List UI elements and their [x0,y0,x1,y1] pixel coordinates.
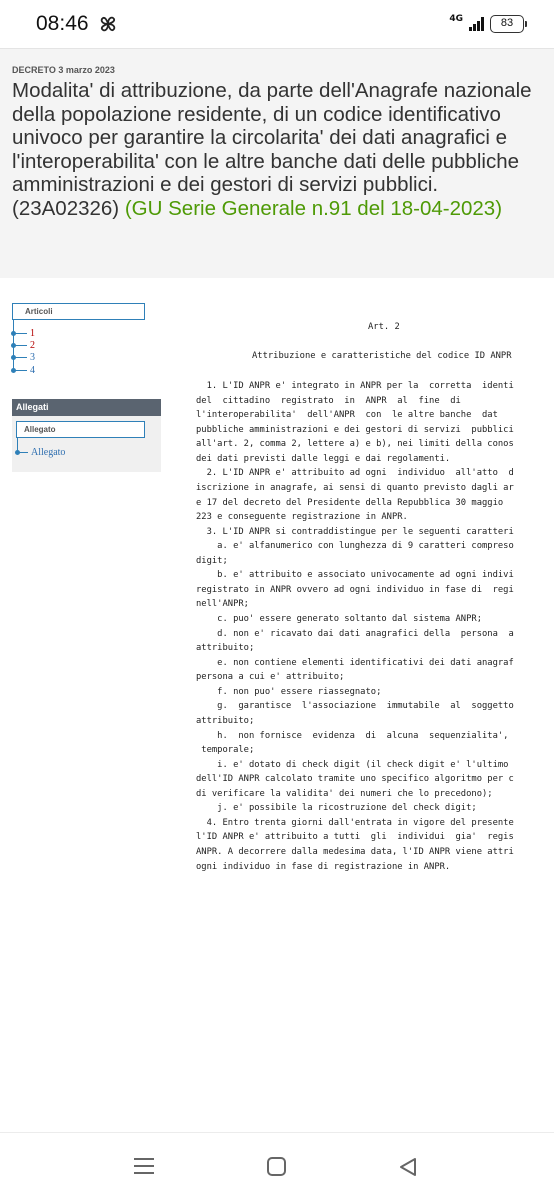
decree-title [12,79,547,220]
article-link-4[interactable] [13,364,35,376]
articoli-heading: Articoli [12,303,145,320]
article-line: dei dati previsti dalle leggi e dai regolamenti. [196,453,451,464]
article-line: attribuito; [196,715,255,726]
battery-icon [490,15,524,33]
article-title: Attribuzione e caratteristiche del codice ID ANPR [252,351,512,361]
article-line: ogni individuo in fase di registrazione in ANPR. [196,861,451,872]
article-line: iscrizione in anagrafe, ai sensi di quanto previsto dagli ar [196,482,514,493]
tree-node-icon [13,357,27,358]
article-line: del cittadino registrato in ANPR al fine di [196,395,461,406]
home-button[interactable] [267,1157,286,1176]
article-line: ANPR. A decorrere dalla medesima data, l'ID ANPR viene attri [196,847,514,857]
allegato-link[interactable] [17,446,65,458]
article-link-3[interactable] [13,351,35,363]
article-line: registrato in ANPR ovvero ad ogni individuo in fase di regi [196,584,514,595]
article-number: Art. 2 [368,322,400,332]
tree-node-icon [13,333,27,334]
article-line: digit; [196,555,228,566]
clock: 08:46 [36,12,89,35]
signal-icon [469,17,484,31]
article-line: l'ID ANPR e' attribuito a tutti gli individui gia' regis [196,832,514,843]
pinwheel-notification-icon [98,14,118,34]
article-line: di verificare la validita' dei numeri che lo precedono); [196,788,493,799]
article-line: d. non e' ricavato dai dati anagrafici della persona a [196,628,514,639]
back-button[interactable] [398,1157,418,1177]
article-line: j. e' possibile la ricostruzione del check digit; [196,803,477,814]
network-type: 4G [449,13,463,24]
decree-date: DECRETO 3 marzo 2023 [12,65,115,75]
article-line: a. e' alfanumerico con lunghezza di 9 caratteri compreso [196,541,514,552]
article-line: nell'ANPR; [196,599,249,610]
article-link-1[interactable] [13,327,35,339]
article-body [196,379,554,874]
article-line: g. garantisce l'associazione immutabile al soggetto [196,701,514,712]
article-line: attribuito; [196,643,255,654]
allegato-link-label: Allegato [31,446,66,458]
article-link-label: 4 [30,364,35,376]
allegati-heading: Allegati [12,399,161,416]
gu-link[interactable]: (GU Serie Generale n.91 del 18-04-2023) [124,196,503,220]
article-link-2[interactable] [13,339,35,351]
article-line: dell'ID ANPR calcolato tramite uno specifico algoritmo per c [196,774,514,785]
system-nav-bar [0,1132,554,1200]
recent-apps-button[interactable] [134,1158,154,1174]
article-line: f. non puo' essere riassegnato; [196,686,382,697]
article-line: pubbliche amministrazioni e dei gestori di servizi pubblici [196,424,514,435]
article-line: temporale; [196,745,255,756]
article-link-label: 1 [30,327,35,339]
battery-level: 83 [500,17,514,29]
article-line: e. non contiene elementi identificativi dei dati anagraf [196,657,514,668]
article-line: 2. L'ID ANPR e' attribuito ad ogni individuo all'atto d [196,468,514,479]
article-line: l'interoperabilita' dell'ANPR con le altre banche dat [196,410,498,421]
tree-node-icon [13,370,27,371]
article-line: h. non fornisce evidenza di alcuna sequenzialita', [196,730,509,741]
decree-title-text: Modalita' di attribuzione, da parte dell'Anagrafe nazionale della popolazione residente, di un codice identificativo univoco per garantire la circolarita' dei dati anagrafici e l'interoperabilita' con le altre banche dati delle pubbliche amministrazioni e dei gestori di servizi pubblici. (23A02326) [12,79,532,220]
tree-node-icon [17,452,28,453]
article-line: b. e' attribuito e associato univocamente ad ogni indivi [196,570,514,581]
tree-node-icon [13,345,27,346]
article-line: persona a cui e' attribuito; [196,672,345,683]
article-line: c. puo' essere generato soltanto dal sistema ANPR; [196,614,482,624]
decree-header [0,48,554,278]
article-link-label: 2 [30,339,35,351]
status-bar [0,0,554,48]
article-line: all'art. 2, comma 2, lettere a) e b), nei limiti della conos [196,439,514,450]
allegato-heading: Allegato [16,421,145,438]
article-link-label: 3 [30,351,35,363]
article-line: 4. Entro trenta giorni dall'entrata in vigore del presente [196,817,514,828]
article-line: 1. L'ID ANPR e' integrato in ANPR per la corretta identi [196,381,514,391]
article-line: i. e' dotato di check digit (il check digit e' l'ultimo [196,759,509,770]
article-line: 223 e conseguente registrazione in ANPR. [196,512,408,523]
article-line: e 17 del decreto del Presidente della Repubblica 30 maggio [196,497,504,508]
article-line: 3. L'ID ANPR si contraddistingue per le seguenti caratteri [196,526,514,537]
